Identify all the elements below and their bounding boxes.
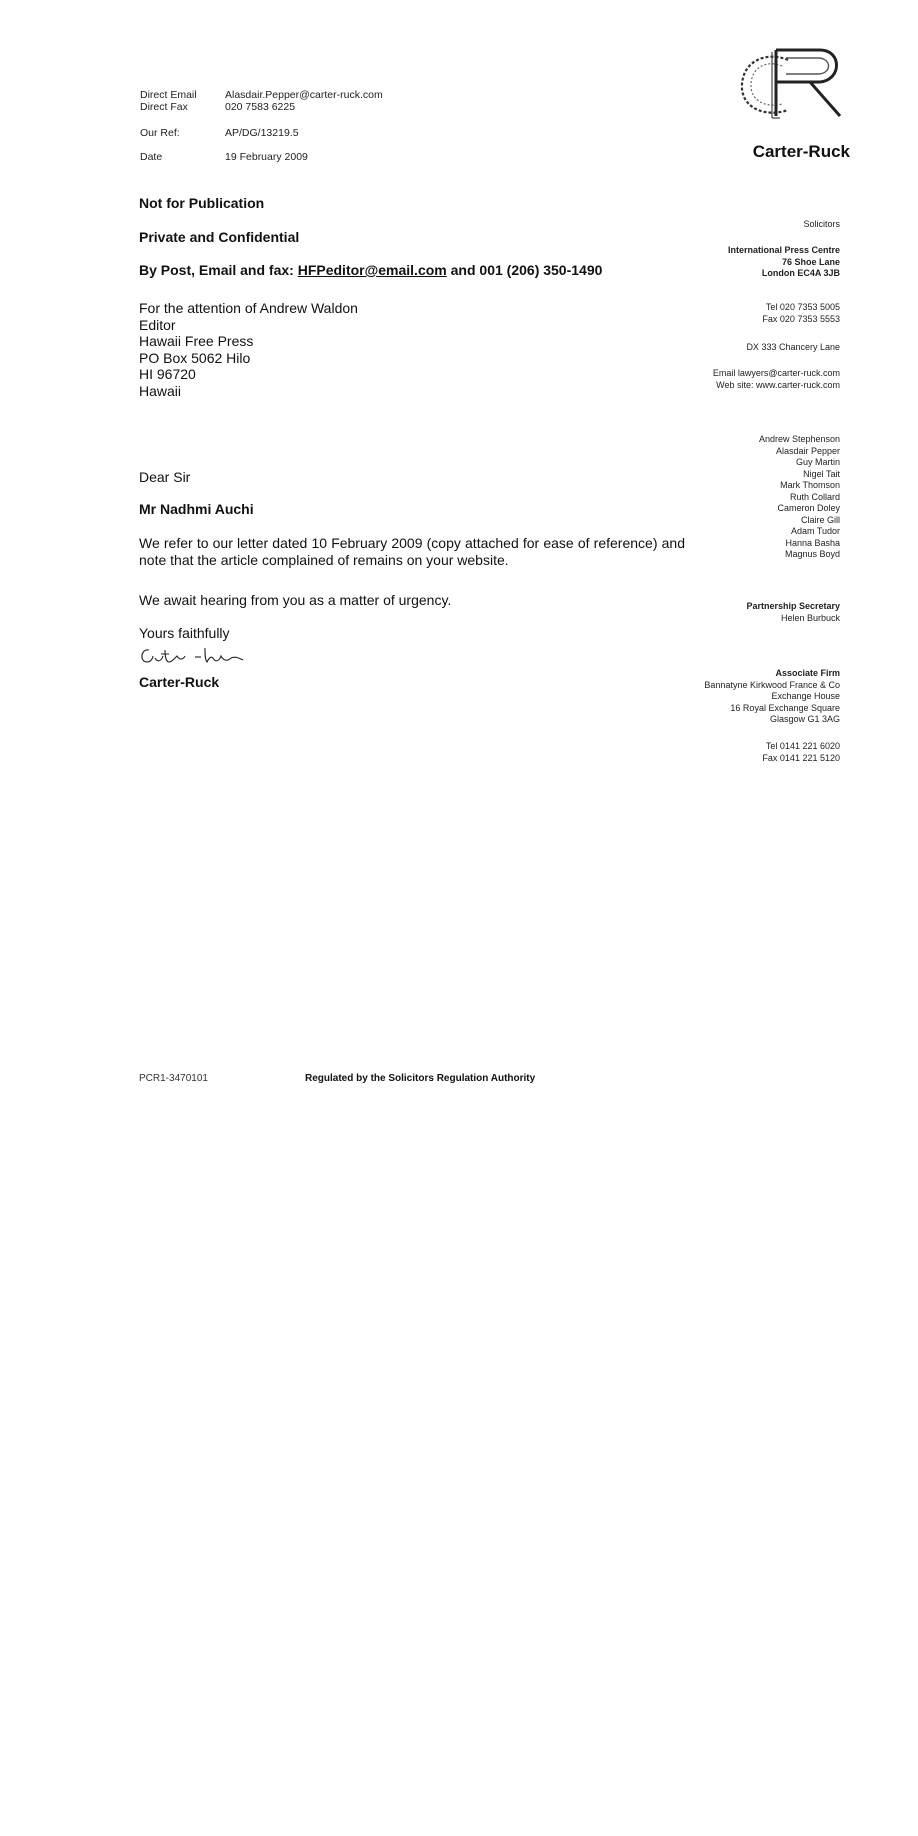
- signature-icon: [139, 644, 259, 668]
- delivery-method-heading: [139, 262, 602, 278]
- attention-line: For the attention of Andrew Waldon: [139, 300, 358, 316]
- date-row: [140, 151, 460, 165]
- signature-name: Carter-Ruck: [139, 674, 220, 690]
- office-phones: [600, 302, 840, 325]
- direct-fax-value: 020 7583 6225: [225, 101, 296, 113]
- direct-fax-label: Direct Fax: [140, 101, 188, 113]
- recipient-state: Hawaii: [139, 382, 182, 399]
- editor-email-link[interactable]: HFPeditor@email.com: [297, 262, 447, 278]
- office-online: [600, 368, 840, 391]
- office-city: London EC4A 3JB: [761, 268, 840, 278]
- partner-name: Claire Gill: [800, 514, 840, 525]
- regulation-notice: Regulated by the Solicitors Regulation Authority: [305, 1073, 536, 1084]
- office-dx: DX 333 Chancery Lane: [746, 342, 840, 352]
- paragraph-urgency: We await hearing from you as a matter of urgency.: [139, 592, 452, 608]
- recipient-zip: HI 96720: [139, 366, 196, 382]
- recipient-address: [139, 300, 358, 399]
- office-street: 76 Shoe Lane: [781, 256, 840, 267]
- office-tel: Tel 020 7353 5005: [765, 302, 840, 312]
- document-reference: PCR1-3470101: [139, 1073, 208, 1084]
- associate-line: 16 Royal Exchange Square: [730, 702, 840, 713]
- office-email[interactable]: Email lawyers@carter-ruck.com: [712, 368, 840, 378]
- partnership-secretary-label: Partnership Secretary: [746, 601, 840, 611]
- carter-ruck-logo: [730, 46, 852, 124]
- our-ref-row: [140, 127, 460, 141]
- partner-name: Nigel Tait: [803, 468, 840, 479]
- associate-line: Bannatyne Kirkwood France & Co: [704, 679, 840, 690]
- associate-label: Associate Firm: [775, 668, 840, 678]
- associate-phones: [600, 741, 840, 764]
- partners-list: [600, 434, 840, 561]
- associate-line: Exchange House: [771, 691, 840, 701]
- associate-tel: Tel 0141 221 6020: [765, 741, 840, 751]
- delivery-suffix: and 001 (206) 350-1490: [446, 262, 603, 278]
- our-ref-value: AP/DG/13219.5: [225, 127, 299, 139]
- not-for-publication-heading: Not for Publication: [139, 195, 265, 211]
- partner-name: Cameron Doley: [777, 503, 840, 513]
- date-label: Date: [140, 151, 163, 163]
- associate-line: Glasgow G1 3AG: [769, 714, 840, 724]
- partner-name: Magnus Boyd: [784, 549, 840, 559]
- associate-fax: Fax 0141 221 5120: [762, 752, 840, 763]
- paragraph-reference: We refer to our letter dated 10 February 2009 (copy attached for ease of reference) and note that the article complained of remains on your website.: [139, 535, 685, 568]
- delivery-prefix: By Post, Email and fax:: [139, 262, 298, 278]
- closing: Yours faithfully: [139, 625, 230, 641]
- partner-name: Ruth Collard: [789, 491, 840, 502]
- recipient-title: Editor: [139, 316, 176, 333]
- direct-email-label: Direct Email: [140, 89, 197, 101]
- subject-line: Mr Nadhmi Auchi: [139, 501, 254, 517]
- partner-name: Guy Martin: [795, 457, 840, 467]
- recipient-organisation: Hawaii Free Press: [139, 333, 254, 349]
- office-website[interactable]: Web site: www.carter-ruck.com: [716, 379, 840, 390]
- office-address: [600, 245, 840, 280]
- recipient-po-box: PO Box 5062 Hilo: [139, 349, 251, 366]
- office-name: International Press Centre: [727, 245, 840, 255]
- direct-fax-row: [140, 101, 460, 115]
- direct-email-value: Alasdair.Pepper@carter-ruck.com: [225, 89, 383, 101]
- partnership-secretary-name: Helen Burbuck: [780, 612, 840, 623]
- partner-name: Alasdair Pepper: [775, 445, 840, 456]
- date-value: 19 February 2009: [225, 151, 308, 163]
- solicitors-label: Solicitors: [803, 219, 840, 229]
- handwritten-signature: [139, 644, 259, 668]
- private-confidential-heading: Private and Confidential: [139, 229, 300, 245]
- partner-name: Adam Tudor: [790, 526, 840, 536]
- partner-name: Andrew Stephenson: [758, 434, 840, 444]
- firm-name: Carter-Ruck: [752, 142, 850, 161]
- partner-name: Hanna Basha: [785, 537, 840, 548]
- cr-monogram-icon: [730, 46, 852, 124]
- our-ref-label: Our Ref:: [140, 127, 180, 139]
- salutation: Dear Sir: [139, 469, 191, 485]
- partner-name: Mark Thomson: [780, 480, 840, 490]
- partnership-secretary: [600, 601, 840, 624]
- associate-firm: [600, 668, 840, 726]
- office-fax: Fax 020 7353 5553: [762, 313, 840, 324]
